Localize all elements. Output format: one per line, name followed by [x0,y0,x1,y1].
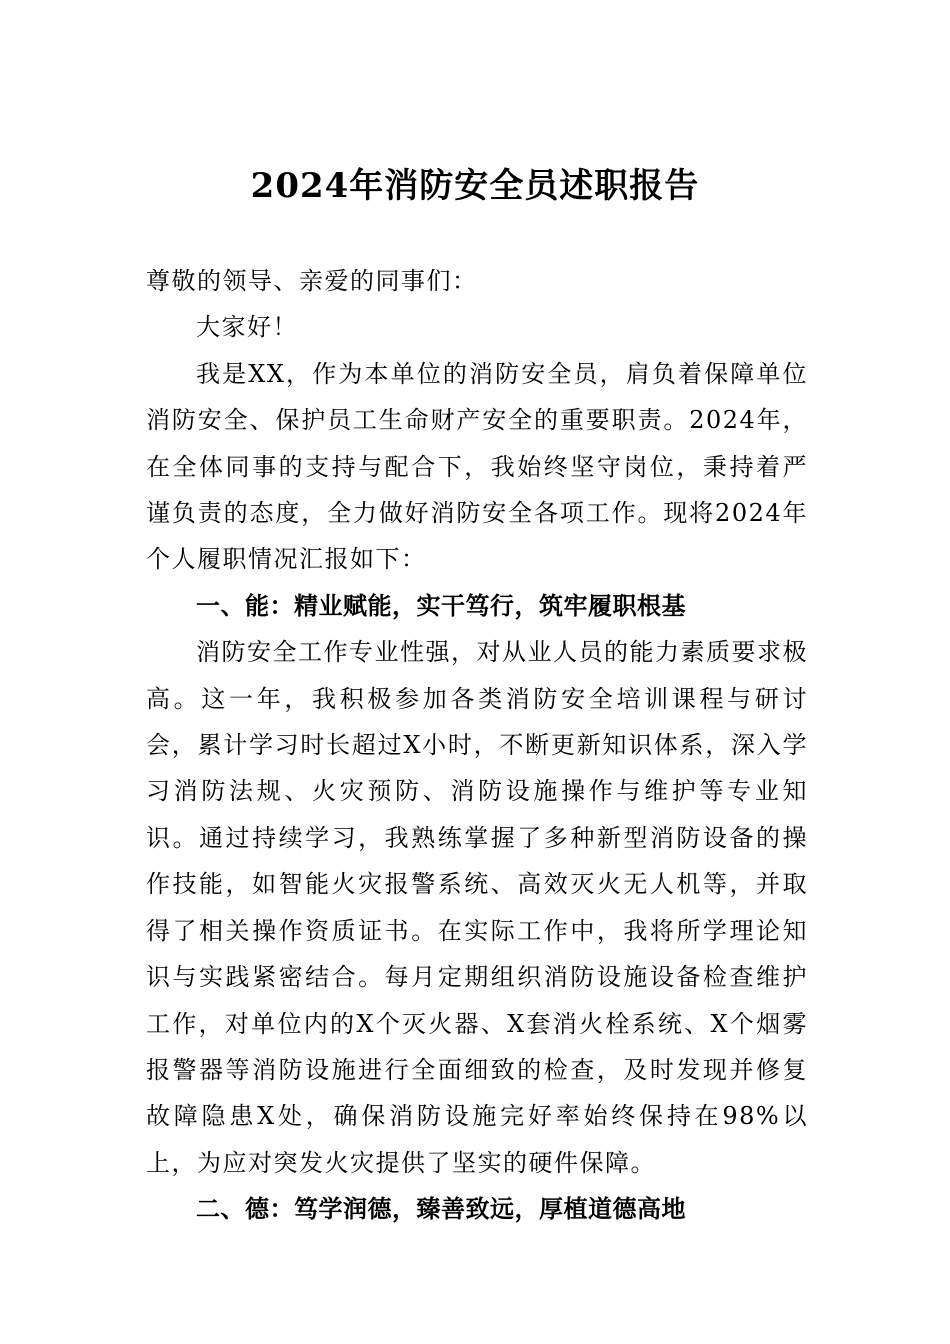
document-body [146,258,808,1233]
section-1-heading: 一、能：精业赋能，实干笃行，筑牢履职根基 [196,591,686,620]
salutation: 尊敬的领导、亲爱的同事们： [146,267,478,295]
greeting: 大家好！ [196,313,298,342]
section-2-heading: 二、德：笃学润德，臻善致远，厚植道德高地 [196,1195,686,1224]
section-1-paragraph: 消防安全工作专业性强，对从业人员的能力素质要求极高。这一年，我积极参加各类消防安全培训课程与研讨会，累计学习时长超过X小时，不断更新知识体系，深入学习消防法规、火灾预防、消防设施操作与维护等专业知识。通过持续学习，我熟练掌握了多种新型消防设备的操作技能，如智能火灾报警系统、高效灭火无人机等，并取得了相关操作资质证书。在实际工作中，我将所学理论知识与实践紧密结合。每月定期组织消防设施设备检查维护工作，对单位内的X个灭火器、X套消火栓系统、X个烟雾报警器等消防设施进行全面细致的检查，及时发现并修复故障隐患X处，确保消防设施完好率始终保持在98%以上，为应对突发火灾提供了坚实的硬件保障。 [146,638,808,1177]
intro-paragraph: 我是XX，作为本单位的消防安全员，肩负着保障单位消防安全、保护员工生命财产安全的重要职责。2024年，在全体同事的支持与配合下，我始终坚守岗位，秉持着严谨负责的态度，全力做好消防安全各项工作。现将2024年个人履职情况汇报如下： [146,359,808,574]
document-title: 2024年消防安全员述职报告 [250,166,700,206]
